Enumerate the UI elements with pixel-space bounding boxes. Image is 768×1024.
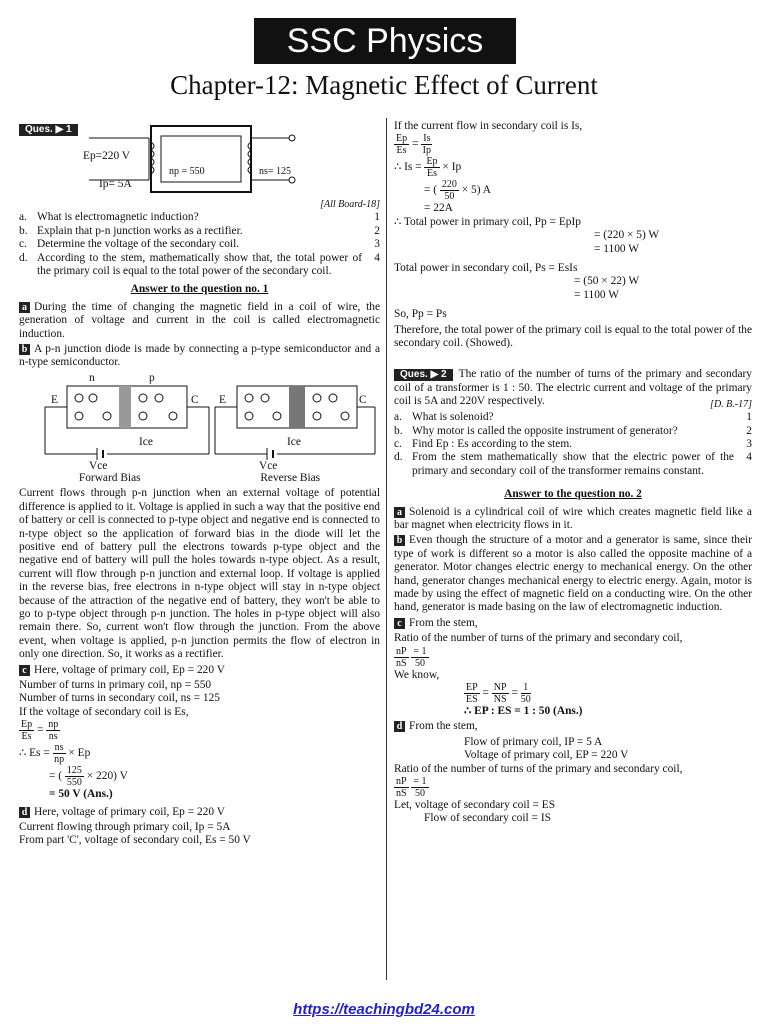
q2-item: a. What is solenoid? 1 <box>394 411 752 424</box>
vce-label: Vce <box>259 459 278 472</box>
badge-a: a <box>394 507 405 518</box>
d-eq1: $\frac{Ep}{Es}$ = $\frac{Is}{Ip}$ <box>396 133 432 157</box>
q2-answer-heading: Answer to the question no. 2 <box>504 488 642 501</box>
ns-label: ns= 125 <box>259 166 292 177</box>
badge-b: b <box>19 344 30 355</box>
q2-cite: [D. B.-17] <box>710 398 752 410</box>
q1-cite: [All Board-18] <box>320 199 380 210</box>
q1-answer-heading: Answer to the question no. 1 <box>130 283 269 296</box>
q2-answer-b: b Even though the structure of a motor and a generator is same, since their type of work is different so a motor is also called the opposite machine of a generator. Motor changes electric energy to mechanical energy. On the other hand, generator changes mechanical energy to electric energy. Again, motor is made by using the effect of magnetic field on a conducting wire. On the other hand, generator is made basing on the law of electromagnetic induction. <box>394 534 752 614</box>
c-eq1: $\frac{Ep}{Es}$ = $\frac{np}{ns}$ <box>21 719 59 743</box>
n-label: n <box>89 371 95 384</box>
d-ratio: Ratio of the number of turns of the primary and secondary coil, <box>394 762 683 775</box>
bias-captions <box>19 472 380 485</box>
c-line: Number of turns in primary coil, np = 550 <box>19 678 212 691</box>
np-label: np = 550 <box>169 166 205 177</box>
c-eq3: = ( $\frac{125}{550}$ × 220) V <box>49 765 128 789</box>
ip-label: Ip= 5A <box>99 178 132 190</box>
q1-stem <box>19 120 380 198</box>
q2-item: c. Find Ep : Es according to the stem. 3 <box>394 437 752 450</box>
c-line: If the voltage of secondary coil is Es, <box>19 705 189 718</box>
q2-c-result: ∴ EP : ES = 1 : 50 (Ans.) <box>464 705 583 717</box>
footer-link[interactable]: https://teachingbd24.com <box>293 1001 475 1018</box>
c-ratio-eq: $\frac{nP}{nS}$ $\frac{= 1}{50}$ <box>396 645 427 669</box>
q2-stem: Ques. ▶ 2 The ratio of the number of turns of the primary and secondary coil of a transformer is 1 : 50. The electric current and voltage of the primary coil is 5A and 220V respectively. <box>394 368 752 408</box>
c-eq2: ∴ Es = $\frac{ns}{np}$ × Ep <box>19 742 91 766</box>
d-ratio-eq: $\frac{nP}{nS}$ $\frac{= 1}{50}$ <box>396 776 427 800</box>
c-result: = 50 V (Ans.) <box>49 788 113 801</box>
pn-junction-diagram <box>19 372 380 472</box>
power-line: ∴ Total power in primary coil, Pp = EpIp <box>394 215 581 228</box>
d-line: Current flowing through primary coil, Ip = 5A <box>19 821 231 833</box>
q2-item: d. From the stem mathematically show that the electric power of the primary and secondary coil of the transformer remains constant. 4 <box>394 451 752 477</box>
badge-c: c <box>19 665 30 676</box>
ice-label: Ice <box>139 435 153 448</box>
badge-d: d <box>19 807 30 818</box>
ice-label: Ice <box>287 435 301 448</box>
q1-item: a. What is electromagnetic induction? 1 <box>19 211 380 224</box>
badge-d: d <box>394 721 405 732</box>
badge-c: c <box>394 618 405 629</box>
we-know: We know, <box>394 668 440 681</box>
q1-answer-d: d Here, voltage of primary coil, Ep = 220 V <box>19 806 380 819</box>
p-label: p <box>149 371 155 384</box>
q2-item: b. Why motor is called the opposite instrument of generator? 2 <box>394 424 752 437</box>
q1-item: c. Determine the voltage of the secondary coil. 3 <box>19 238 380 251</box>
d-eq2: ∴ Is = $\frac{Ep}{Es}$ × Ip <box>394 156 462 180</box>
d-line: Voltage of primary coil, EP = 220 V <box>464 749 629 762</box>
chapter-title: Chapter-12: Magnetic Effect of Current <box>170 70 598 100</box>
badge-a: a <box>19 302 30 313</box>
d-line: Flow of secondary coil = IS <box>424 812 551 825</box>
d-eq3: = ( $\frac{220}{50}$ × 5) A <box>424 179 491 203</box>
d-line: Let, voltage of secondary coil = ES <box>394 799 556 812</box>
power-line: = (220 × 5) W <box>594 229 660 242</box>
badge-b: b <box>394 535 405 546</box>
d-line: From part 'C', voltage of secondary coil, Es = 50 V <box>19 834 251 847</box>
power-line: = (50 × 22) W <box>574 275 640 288</box>
d-line: If the current flow in secondary coil is Is, <box>394 120 583 132</box>
d-conclusion: Therefore, the total power of the primary coil is equal to the total power of the secondary coil. (Showed). <box>394 323 752 350</box>
q2-questions <box>394 411 752 478</box>
column-divider <box>386 118 387 980</box>
power-line: = 1100 W <box>574 288 620 301</box>
title-banner: SSC Physics <box>254 18 516 64</box>
power-line: So, Pp = Ps <box>394 308 447 321</box>
q2-tag: Ques. ▶ 2 <box>394 369 453 381</box>
q1-answer-a: a During the time of changing the magnetic field in a coil of wire, the generation of voltage and current in the coil is called electromagnetic induction. <box>19 300 380 340</box>
e-label: E <box>51 393 58 406</box>
vce-label: Vce <box>89 459 108 472</box>
q1-answer-b-body: Current flows through p-n junction when an external voltage of potential difference is applied to it. Voltage is applied in such a way that the positive end of battery or cell is connected to p-type object and negative end is connected to n-type object so the application of forward bias in the diode will let the positive end of battery pull the electrons towards p-type object and the negative end of battery will pull the holes towards n-type object. As a result, current will flow through p-n junction and external loop. If voltage is applied in the reverse bias, free electrons in n-type object will stay in n-type object because of the attraction of the negative end of battery, they won't be able to go to p-type object through p-n junction. The holes in p-type object will also remain there. So, current won't flow through the junction. From the above event, when voltage is applied, p-n junction permits the flow of electron in only one direction. So, it works as a rectifier. <box>19 487 380 661</box>
q1-item: d. According to the stem, mathematically show that, the total power of the primary coil is equal to the total power of the secondary coil. 4 <box>19 251 380 278</box>
ep-label: Ep=220 V <box>83 150 131 162</box>
d-line: Flow of primary coil, IP = 5 A <box>464 735 603 748</box>
forward-bias-caption: Forward Bias <box>78 471 141 484</box>
q1-tag: Ques. ▶ 1 <box>19 124 78 136</box>
q1-item: b. Explain that p-n junction works as a rectifier. 2 <box>19 224 380 237</box>
q2-answer-a: a Solenoid is a cylindrical coil of wire which creates magnetic field like a bar magnet when electricity flows in it. <box>394 505 752 531</box>
left-column <box>19 120 380 848</box>
power-line: = 1100 W <box>594 242 640 255</box>
q1-answer-b-intro: b A p-n junction diode is made by connecting a p-type semiconductor and a n-type semiconductor. <box>19 343 380 369</box>
q2-answer-d: d From the stem, <box>394 720 752 733</box>
e-label: E <box>219 393 226 406</box>
right-column <box>394 120 752 826</box>
c-label: C <box>191 393 199 406</box>
d-eq4: = 22A <box>424 202 453 215</box>
c-main-eq: $\frac{EP}{ES}$ = $\frac{NP}{NS}$ = $\frac{1}{50}$ <box>466 682 531 705</box>
q1-questions <box>19 211 380 278</box>
c-line: Number of turns in secondary coil, ns = 125 <box>19 692 220 705</box>
q2-answer-c: c From the stem, <box>394 617 752 630</box>
c-ratio: Ratio of the number of turns of the primary and secondary coil, <box>394 632 683 645</box>
c-label: C <box>359 393 367 406</box>
power-line: Total power in secondary coil, Ps = EsIs <box>394 262 578 275</box>
reverse-bias-caption: Reverse Bias <box>260 471 321 484</box>
q1-answer-c: c Here, voltage of primary coil, Ep = 220 V <box>19 664 380 677</box>
